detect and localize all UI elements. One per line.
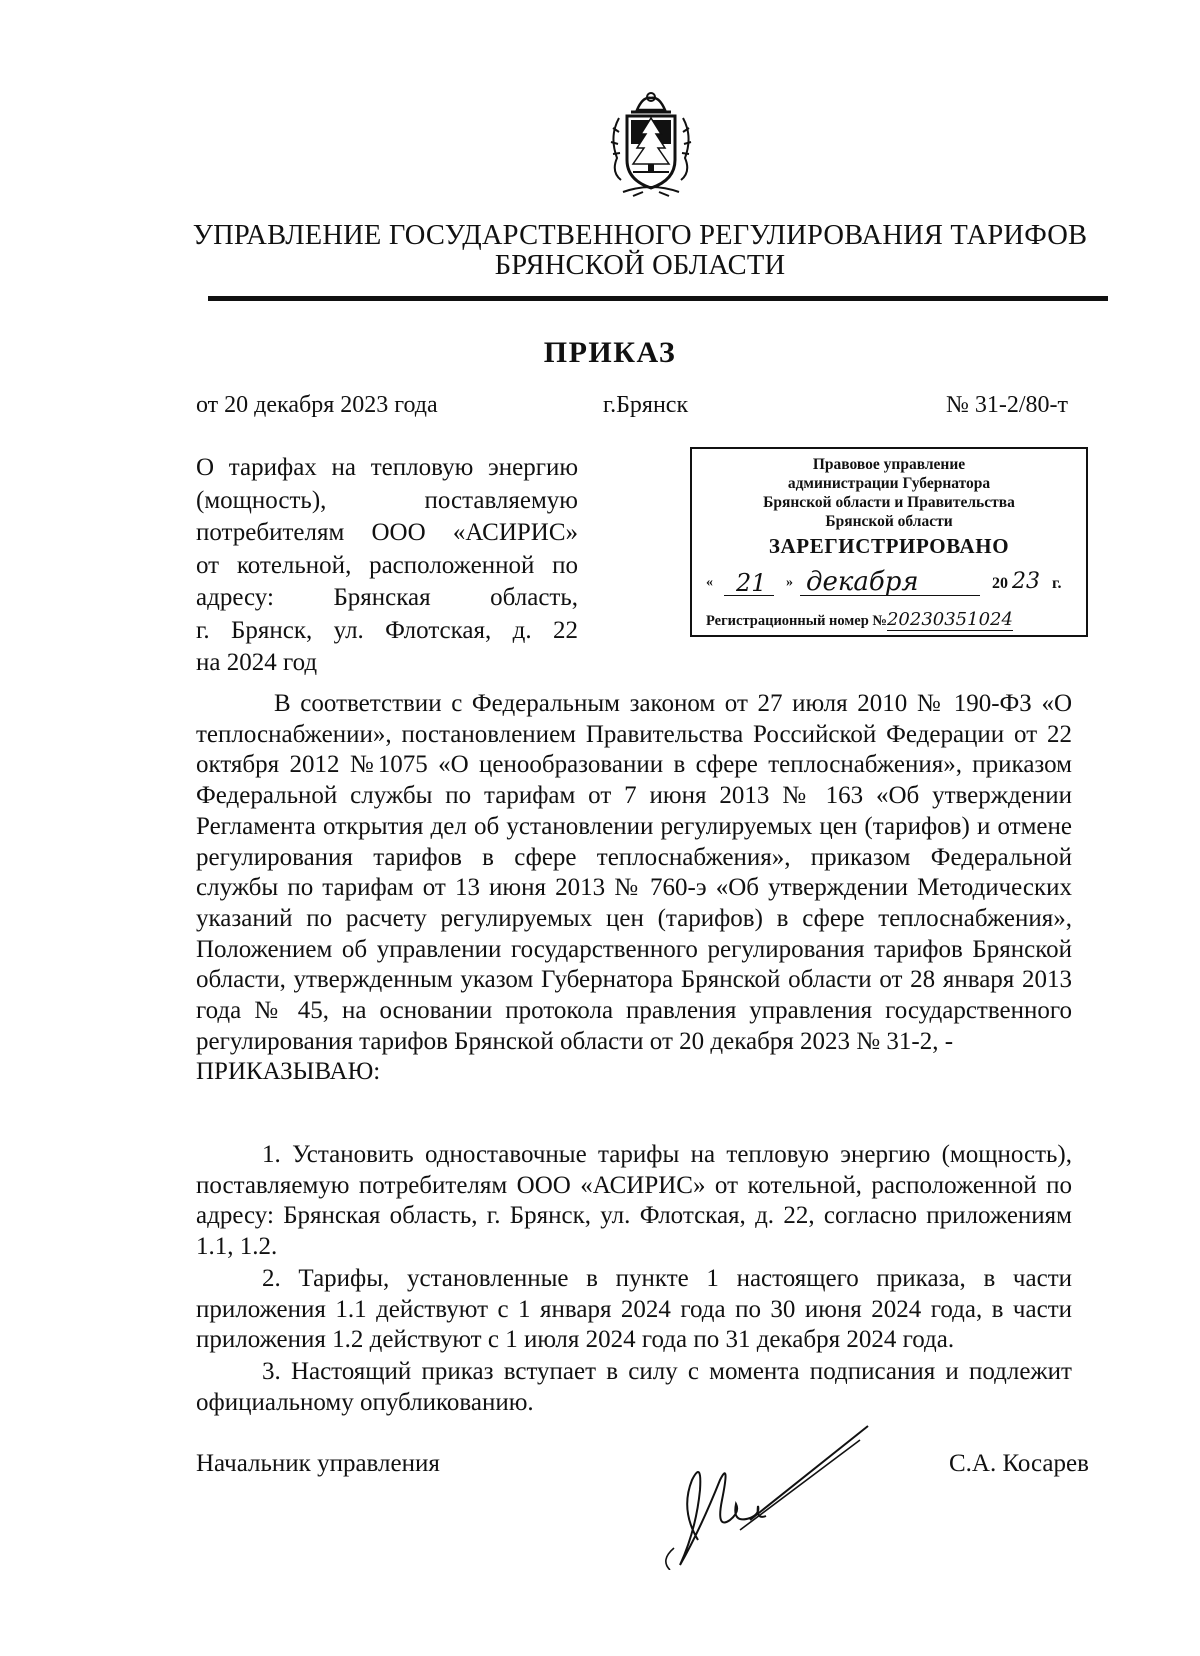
order-item-2: 2. Тарифы, установленные в пункте 1 настоящего приказа, в части приложения 1.1 действуют с 1 января 2024 года по 30 июня 2024 года, в части приложения 1.2 действуют с 1 июля 2024 года по 31 декабря 2024 года. bbox=[196, 1265, 1072, 1354]
subject-line: на 2024 год bbox=[196, 649, 318, 676]
stamp-month: декабря bbox=[806, 567, 919, 597]
order-item-1: 1. Установить одноставочные тарифы на тепловую энергию (мощность), поставляемую потребителям ООО «АСИРИС» от котельной, расположенной по адресу: Брянская область, г. Брянск, ул. Флотская, д. 22, согласно приложениям 1.1, 1.2. bbox=[196, 1141, 1072, 1261]
stamp-reg-number: 20230351024 bbox=[886, 609, 1013, 630]
preamble-text: В соответствии с Федеральным законом от 27 июля 2010 № 190-ФЗ «О теплоснабжении», постановлением Правительства Российской Федерации от 22 октября 2012 №1075 «О ценообразовании в сфере теплоснабжения», приказом Федеральной службы по тарифам от 7 июня 2013 № 163 «Об утверждении Регламента открытия дел об установлении регулируемых цен (тарифов) и отмене регулирования тарифов в сфере теплоснабжения», приказом Федеральной службы по тарифам от 13 июня 2013 № 760-э «Об утверждении Методических указаний по расчету регулируемых цен (тарифов) в сфере теплоснабжения», Положением об управлении государственного регулирования тарифов Брянской области, утвержденным указом Губернатора Брянской области от 28 января 2013 года № 45, на основании протокола правления управления государственного регулирования тарифов Брянской области от 20 декабря 2023 № 31-2, - bbox=[196, 690, 1072, 1055]
stamp-text: администрации Губернатора bbox=[787, 475, 991, 492]
stamp-date-row: « 21 » декабря 20 23 г. bbox=[706, 567, 1062, 597]
subject-line: О тарифах на тепловую энергию bbox=[196, 454, 578, 481]
handwritten-signature bbox=[640, 1420, 880, 1570]
stamp-text: Правовое управление bbox=[812, 456, 966, 473]
signatory-name: С.А. Косарев bbox=[949, 1450, 1089, 1477]
order-word: ПРИКАЗЫВАЮ: bbox=[196, 1058, 381, 1086]
organization-name-line2: БРЯНСКОЙ ОБЛАСТИ bbox=[494, 250, 786, 281]
subject-line: адресу: Брянская область, bbox=[196, 584, 578, 611]
document-number: № 31-2/80-т bbox=[946, 392, 1069, 418]
subject-line: от котельной, расположенной по bbox=[196, 551, 578, 579]
stamp-text: Брянской области и Правительства bbox=[763, 494, 1015, 511]
document-type-title: ПРИКАЗ bbox=[543, 336, 677, 369]
stamp-day: 21 bbox=[736, 569, 767, 597]
stamp-year-unit: г. bbox=[1052, 575, 1062, 592]
preamble-paragraph bbox=[196, 689, 1072, 1088]
order-item-3: 3. Настоящий приказ вступает в силу с момента подписания и подлежит официальному опубликованию. bbox=[196, 1358, 1072, 1416]
subject-line: г. Брянск, ул. Флотская, д. 22 bbox=[196, 616, 578, 644]
stamp-year-prefix: 20 bbox=[992, 575, 1008, 592]
stamp-text: Брянской области bbox=[825, 513, 953, 530]
stamp-registration-row bbox=[706, 609, 1013, 630]
document-date: от 20 декабря 2023 года bbox=[196, 392, 438, 418]
organization-name-line1: УПРАВЛЕНИЕ ГОСУДАРСТВЕННОГО РЕГУЛИРОВАНИЯ ТАРИФОВ bbox=[192, 220, 1088, 251]
stamp-registered: ЗАРЕГИСТРИРОВАНО bbox=[768, 534, 1010, 558]
stamp-reg-label: Регистрационный номер № bbox=[706, 613, 887, 629]
document-subject bbox=[196, 452, 578, 680]
stamp-year-suffix: 23 bbox=[1012, 569, 1040, 594]
subject-line: потребителям ООО «АСИРИС» bbox=[196, 519, 578, 546]
subject-line: (мощность), поставляемую bbox=[196, 486, 578, 514]
signatory-position: Начальник управления bbox=[196, 1450, 440, 1477]
document-city: г.Брянск bbox=[603, 392, 689, 418]
coat-of-arms-icon bbox=[603, 88, 699, 204]
header-divider bbox=[208, 296, 1108, 301]
registration-stamp bbox=[690, 447, 1088, 637]
